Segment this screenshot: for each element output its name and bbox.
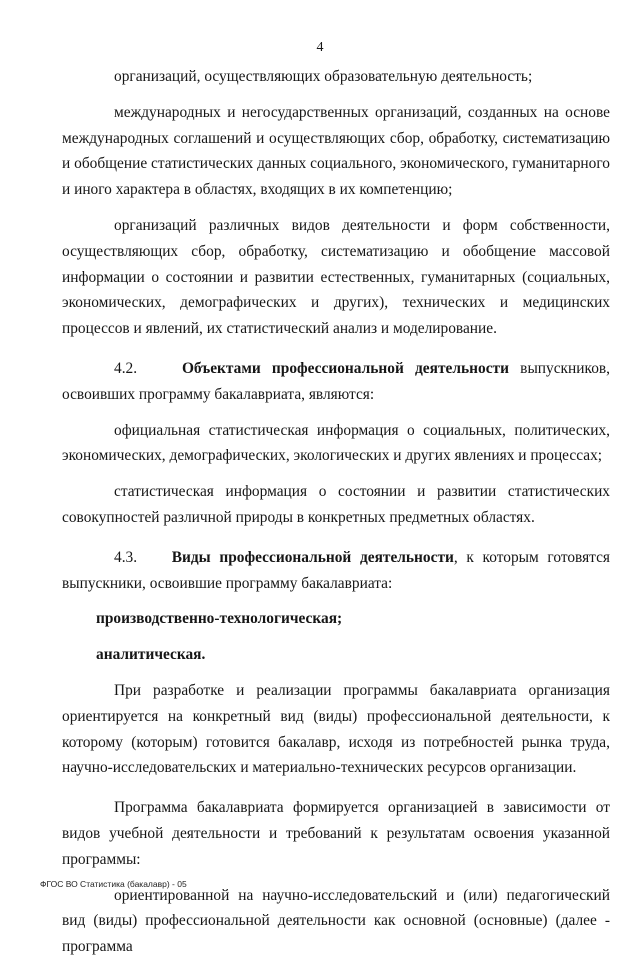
section-4-2-text: выпускников, освоивших программу бакалавриата, являются: <box>62 359 610 403</box>
section-4-3-number: 4.3. <box>114 548 138 566</box>
footer-note: ФГОС ВО Статистика (бакалавр) - 05 <box>40 879 187 889</box>
paragraph-6: статистическая информация о состоянии и развитии статистических совокупностей различной природы в конкретных предметных областях. <box>62 483 610 526</box>
section-4-2-heading: Объектами профессиональной деятельности <box>181 359 509 377</box>
section-4-3-text: , к которым готовятся выпускники, освоившие программу бакалавриата: <box>62 548 611 592</box>
section-4-3-heading: Виды профессиональной деятельности <box>171 548 454 566</box>
body-text <box>62 64 610 960</box>
activity-type-2: аналитическая. <box>96 646 206 664</box>
activity-type-1: производственно-технологическая; <box>96 610 343 628</box>
paragraph-10: Программа бакалавриата формируется организацией в зависимости от видов учебной деятельности и требований к результатам освоения указанной программы: <box>62 799 610 868</box>
paragraph-2: международных и негосударственных организаций, созданных на основе международных соглашений и осуществляющих сбор, обработку, систематизацию и обобщение статистических данных социального, экономического, гуманитарного и иного характера в областях, входящих в их компетенцию; <box>62 103 610 199</box>
paragraph-9: При разработке и реализации программы бакалавриата организация ориентируется на конкретный вид (виды) профессиональной деятельности, к которому (которым) готовится бакалавр, исходя из потребностей рынка труда, научно-исследовательских и материально-технических ресурсов организации. <box>62 681 610 777</box>
page-number: 4 <box>316 40 324 55</box>
paragraph-5: официальная статистическая информация о социальных, политических, экономических, демографических, экологических и других явлениях и процессах; <box>62 421 610 465</box>
paragraph-1: организаций, осуществляющих образовательную деятельность; <box>114 68 533 85</box>
paragraph-11: ориентированной на научно-исследовательский и (или) педагогический вид (виды) профессиональной деятельности как основной (основные) (далее - программа <box>62 886 610 956</box>
section-4-3 <box>62 545 610 597</box>
paragraph-3: организаций различных видов деятельности и форм собственности, осуществляющих сбор, обработку, систематизацию и обобщение массовой информации о состоянии и развитии естественных, гуманитарных (социальных, экономических, демографических и других), технических и медицинских процессов и явлений, их статистический анализ и моделирование. <box>62 216 610 338</box>
section-4-2 <box>62 356 610 408</box>
section-4-2-number: 4.2. <box>114 359 138 377</box>
